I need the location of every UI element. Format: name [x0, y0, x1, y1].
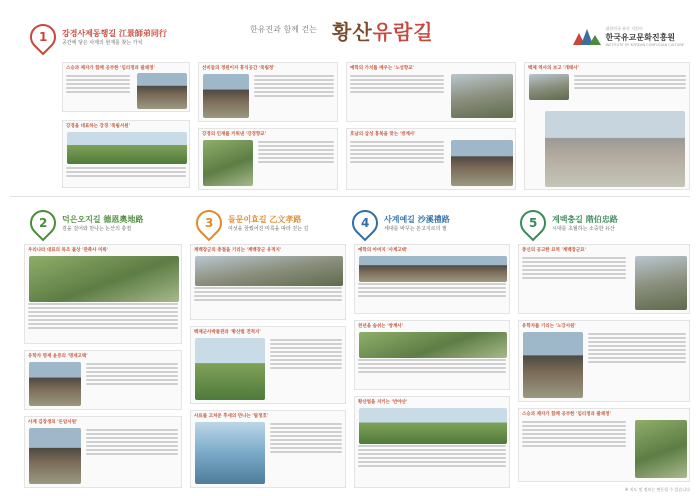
attraction-photo — [195, 422, 265, 484]
logo-name: 한국유교문화진흥원 — [605, 33, 676, 42]
attraction-photo — [29, 428, 81, 484]
attraction-photo — [29, 256, 179, 302]
route-name: 덕은오지길 德恩奧地路 — [62, 215, 144, 224]
route-name: 계백충길 階伯忠路 — [552, 215, 618, 224]
attraction-photo — [635, 256, 687, 310]
route-description: 세대를 바꾸는 돈고지르의 필 — [384, 226, 447, 232]
route-4-header — [352, 210, 450, 236]
route-2-header — [30, 210, 143, 236]
attraction-card: 스승과 제자가 함께 공부한 '임리정과 팔괘정' — [62, 62, 190, 112]
attraction-card: 강경의 인재를 키워낸 '강경향교' — [198, 128, 338, 190]
page-subtitle: 한유진과 함께 걷는 — [250, 25, 317, 34]
attraction-photo — [203, 140, 253, 186]
attraction-card: 호남의 삼성 홍복을 맞는 '쌍계사' — [346, 128, 516, 190]
section-divider — [10, 196, 690, 197]
route-description: 여섯을 꿈꿨어진 미륵을 따라 걷는 길 — [228, 226, 309, 232]
route-name: 강경사제동행길 江景師弟同行 — [62, 29, 167, 38]
attraction-photo — [137, 73, 187, 109]
route-number-pin-icon: 1 — [25, 19, 62, 56]
attraction-photo — [67, 132, 187, 164]
attraction-photo — [523, 332, 583, 398]
route-description: 시대를 초월하는 소중한 유산 — [552, 226, 615, 232]
route-name: 사계예길 沙溪禮路 — [384, 215, 450, 224]
attraction-card: 우리나라 대표의 목조 불상 '관촉사 미륵' — [24, 244, 182, 344]
route-number-pin-icon: 2 — [25, 205, 62, 242]
attraction-card: 사계 김장생의 '돈암서원' — [24, 416, 182, 488]
route-name: 돌문이효길 乙文孝路 — [228, 215, 302, 224]
page-title: 황산유람길 — [332, 20, 434, 44]
attraction-card: 스승과 제자가 함께 공부한 '임리정과 팔괘정' — [518, 408, 690, 482]
attraction-card: 예학의 아버지 '사계고택' — [354, 244, 510, 314]
attraction-card: 백제군사박물관과 '황산벌 전적지' — [190, 326, 346, 404]
route-description: 검을 걸어와 만나는 논산의 충절 — [62, 226, 132, 232]
attraction-card: 강경을 대표하는 강경 '죽림서원' — [62, 120, 190, 188]
attraction-card: 선비들의 정원이자 휴식공간 '죽림정' — [198, 62, 338, 122]
attraction-photo — [359, 408, 507, 444]
attraction-photo — [635, 420, 687, 478]
attraction-card: 예학의 가치를 배우는 '노성향교' — [346, 62, 516, 122]
mountain-logo-icon — [573, 29, 601, 45]
temple-illustration — [545, 111, 685, 187]
route-5-header — [520, 210, 618, 236]
attraction-photo — [359, 256, 507, 282]
attraction-card: 유학자 명재 윤증의 '명재고택' — [24, 350, 182, 410]
attraction-photo — [529, 74, 569, 100]
attraction-card: 백제 역사의 보고 '개태사' — [524, 62, 690, 190]
attraction-card: 유학자를 기리는 '노강서원' — [518, 320, 690, 402]
footnote: ※ 지도 및 정보는 변동될 수 있습니다 — [624, 487, 690, 492]
attraction-card: 계백장군의 충절을 기리는 '계백장군 유적지' — [190, 244, 346, 320]
attraction-card: 황산벌을 지키는 '반야산' — [354, 396, 510, 488]
logo-english-name: INSTITUTE OF KOREAN CONFUCIAN CULTURE — [605, 43, 684, 47]
institute-logo[interactable] — [573, 26, 684, 47]
attraction-card: 충신의 공고한 묘역 '계백장군묘' — [518, 244, 690, 314]
route-number-pin-icon: 5 — [515, 205, 552, 242]
route-description: 공간에 닿은 사제의 현재를 찾는 가치 — [62, 40, 143, 46]
attraction-photo — [29, 362, 81, 406]
attraction-photo — [451, 140, 513, 186]
route-3-header — [196, 210, 308, 236]
attraction-photo — [451, 74, 513, 118]
attraction-photo — [195, 338, 265, 400]
attraction-photo — [359, 332, 507, 358]
logo-tagline: 대한민국 유산 지킴이 — [605, 26, 643, 31]
route-number-pin-icon: 4 — [347, 205, 384, 242]
attraction-photo — [203, 74, 249, 118]
attraction-card: 천년을 숨쉬는 '쌍계사' — [354, 320, 510, 390]
attraction-photo — [195, 256, 343, 286]
route-number-pin-icon: 3 — [191, 205, 228, 242]
route-1-header — [30, 24, 167, 50]
attraction-card: 사료를 고쳐준 후세의 만나는 '탑정호' — [190, 410, 346, 488]
